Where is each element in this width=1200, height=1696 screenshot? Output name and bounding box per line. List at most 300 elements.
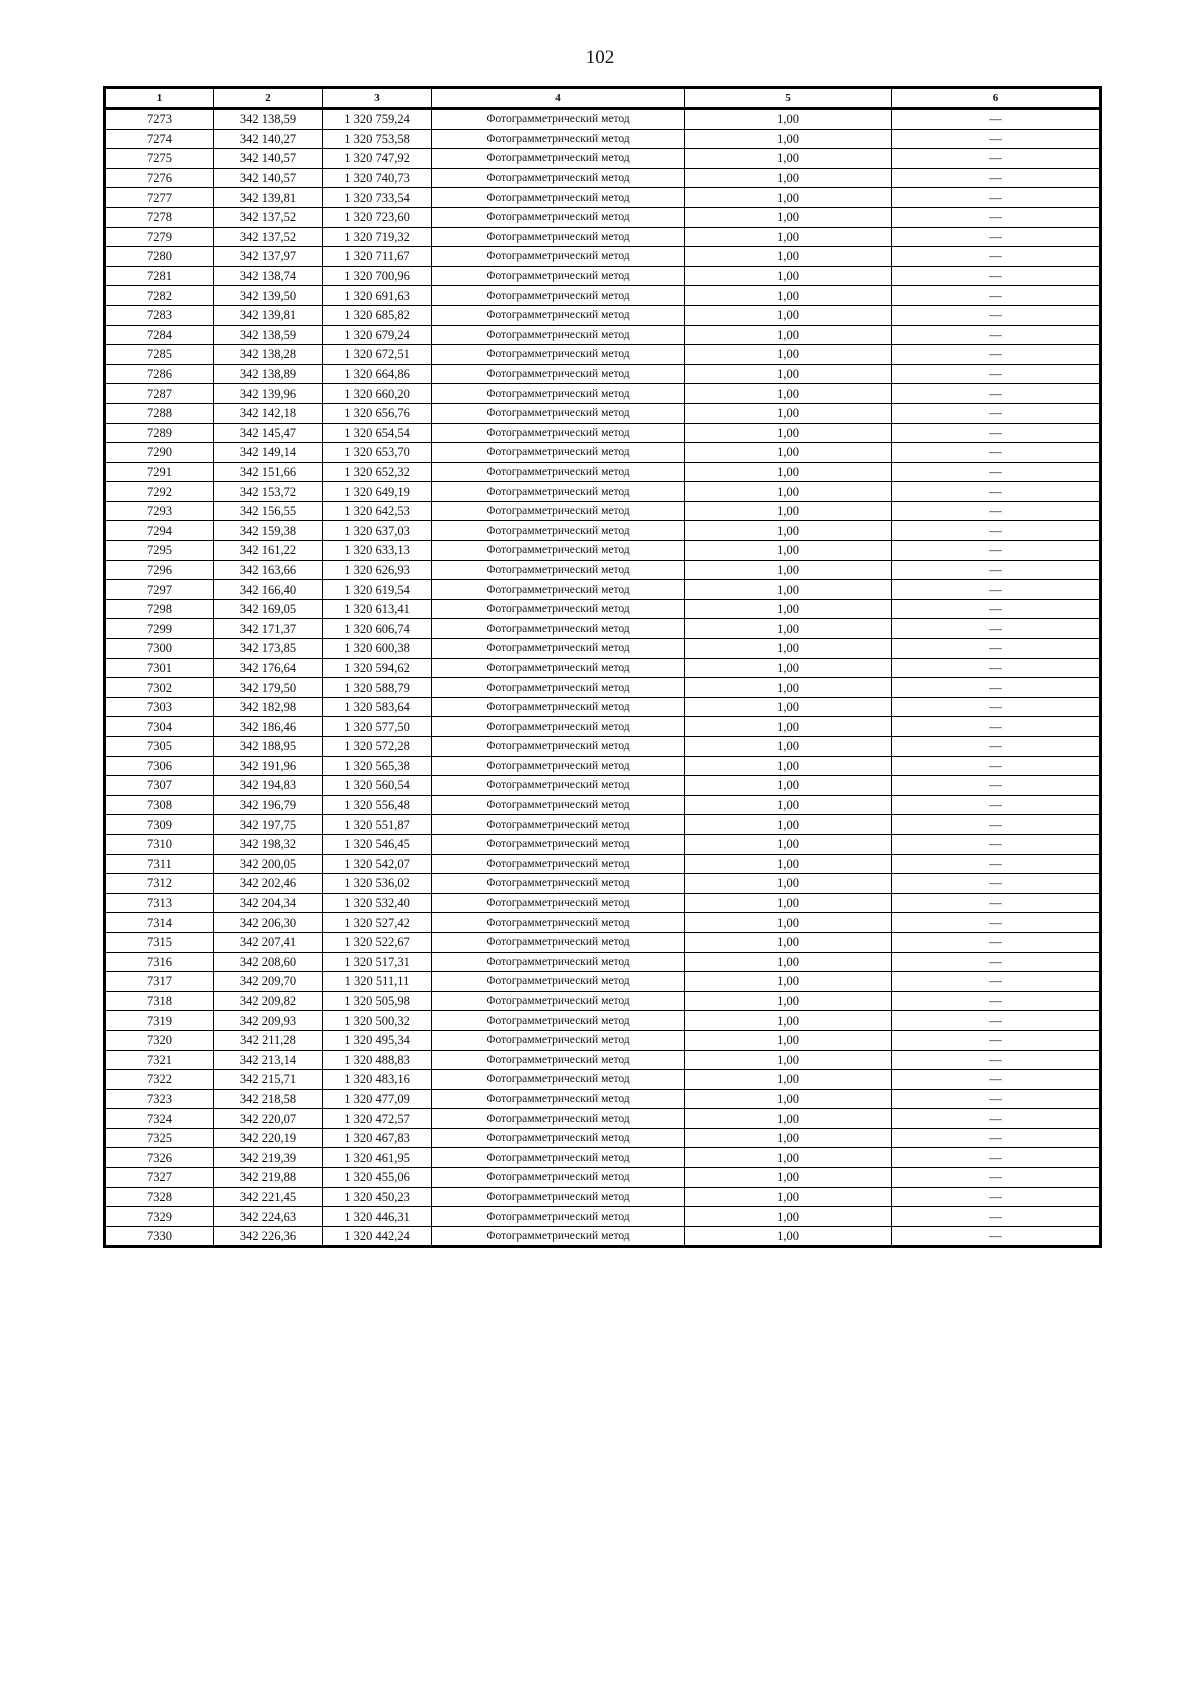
x-coordinate-cell: 342 186,46 bbox=[214, 717, 323, 737]
x-coordinate-cell: 342 208,60 bbox=[214, 952, 323, 972]
x-coordinate-cell: 342 207,41 bbox=[214, 932, 323, 952]
accuracy-cell: 1,00 bbox=[685, 247, 892, 267]
point-number-cell: 7321 bbox=[105, 1050, 214, 1070]
note-cell: — bbox=[892, 207, 1101, 227]
note-cell: — bbox=[892, 815, 1101, 835]
table-row bbox=[105, 972, 1101, 992]
note-cell: — bbox=[892, 1168, 1101, 1188]
method-cell: Фотограмметрический метод bbox=[432, 1011, 685, 1031]
table-row bbox=[105, 423, 1101, 443]
note-cell: — bbox=[892, 737, 1101, 757]
table-row bbox=[105, 129, 1101, 149]
y-coordinate-cell: 1 320 588,79 bbox=[323, 678, 432, 698]
accuracy-cell: 1,00 bbox=[685, 580, 892, 600]
table-row bbox=[105, 345, 1101, 365]
point-number-cell: 7275 bbox=[105, 149, 214, 169]
accuracy-cell: 1,00 bbox=[685, 560, 892, 580]
table-row bbox=[105, 756, 1101, 776]
y-coordinate-cell: 1 320 649,19 bbox=[323, 482, 432, 502]
table-row bbox=[105, 893, 1101, 913]
x-coordinate-cell: 342 194,83 bbox=[214, 776, 323, 796]
x-coordinate-cell: 342 139,50 bbox=[214, 286, 323, 306]
table-row bbox=[105, 952, 1101, 972]
method-cell: Фотограмметрический метод bbox=[432, 482, 685, 502]
accuracy-cell: 1,00 bbox=[685, 403, 892, 423]
x-coordinate-cell: 342 139,81 bbox=[214, 188, 323, 208]
note-cell: — bbox=[892, 109, 1101, 130]
y-coordinate-cell: 1 320 691,63 bbox=[323, 286, 432, 306]
y-coordinate-cell: 1 320 642,53 bbox=[323, 501, 432, 521]
note-cell: — bbox=[892, 364, 1101, 384]
point-number-cell: 7297 bbox=[105, 580, 214, 600]
table-row bbox=[105, 1207, 1101, 1227]
note-cell: — bbox=[892, 678, 1101, 698]
note-cell: — bbox=[892, 384, 1101, 404]
method-cell: Фотограмметрический метод bbox=[432, 266, 685, 286]
point-number-cell: 7274 bbox=[105, 129, 214, 149]
note-cell: — bbox=[892, 756, 1101, 776]
method-cell: Фотограмметрический метод bbox=[432, 188, 685, 208]
x-coordinate-cell: 342 188,95 bbox=[214, 737, 323, 757]
y-coordinate-cell: 1 320 546,45 bbox=[323, 834, 432, 854]
point-number-cell: 7282 bbox=[105, 286, 214, 306]
y-coordinate-cell: 1 320 556,48 bbox=[323, 795, 432, 815]
point-number-cell: 7293 bbox=[105, 501, 214, 521]
x-coordinate-cell: 342 140,57 bbox=[214, 149, 323, 169]
method-cell: Фотограмметрический метод bbox=[432, 619, 685, 639]
table-row bbox=[105, 1030, 1101, 1050]
x-coordinate-cell: 342 200,05 bbox=[214, 854, 323, 874]
table-row bbox=[105, 1148, 1101, 1168]
accuracy-cell: 1,00 bbox=[685, 207, 892, 227]
y-coordinate-cell: 1 320 527,42 bbox=[323, 913, 432, 933]
table-body bbox=[105, 109, 1101, 1247]
accuracy-cell: 1,00 bbox=[685, 756, 892, 776]
method-cell: Фотограмметрический метод bbox=[432, 972, 685, 992]
coordinates-table bbox=[103, 86, 1102, 1248]
accuracy-cell: 1,00 bbox=[685, 109, 892, 130]
point-number-cell: 7312 bbox=[105, 874, 214, 894]
note-cell: — bbox=[892, 1226, 1101, 1247]
header-cell-3: 3 bbox=[323, 88, 432, 109]
y-coordinate-cell: 1 320 505,98 bbox=[323, 991, 432, 1011]
note-cell: — bbox=[892, 325, 1101, 345]
x-coordinate-cell: 342 139,96 bbox=[214, 384, 323, 404]
table-row bbox=[105, 247, 1101, 267]
point-number-cell: 7287 bbox=[105, 384, 214, 404]
note-cell: — bbox=[892, 580, 1101, 600]
note-cell: — bbox=[892, 913, 1101, 933]
method-cell: Фотограмметрический метод bbox=[432, 658, 685, 678]
point-number-cell: 7308 bbox=[105, 795, 214, 815]
note-cell: — bbox=[892, 1050, 1101, 1070]
accuracy-cell: 1,00 bbox=[685, 874, 892, 894]
point-number-cell: 7323 bbox=[105, 1089, 214, 1109]
x-coordinate-cell: 342 196,79 bbox=[214, 795, 323, 815]
y-coordinate-cell: 1 320 483,16 bbox=[323, 1070, 432, 1090]
y-coordinate-cell: 1 320 672,51 bbox=[323, 345, 432, 365]
point-number-cell: 7322 bbox=[105, 1070, 214, 1090]
table-row bbox=[105, 149, 1101, 169]
method-cell: Фотограмметрический метод bbox=[432, 697, 685, 717]
x-coordinate-cell: 342 140,27 bbox=[214, 129, 323, 149]
y-coordinate-cell: 1 320 488,83 bbox=[323, 1050, 432, 1070]
method-cell: Фотограмметрический метод bbox=[432, 325, 685, 345]
method-cell: Фотограмметрический метод bbox=[432, 1187, 685, 1207]
point-number-cell: 7320 bbox=[105, 1030, 214, 1050]
point-number-cell: 7328 bbox=[105, 1187, 214, 1207]
y-coordinate-cell: 1 320 532,40 bbox=[323, 893, 432, 913]
point-number-cell: 7286 bbox=[105, 364, 214, 384]
page-number: 102 bbox=[585, 47, 615, 68]
table-row bbox=[105, 1070, 1101, 1090]
method-cell: Фотограмметрический метод bbox=[432, 501, 685, 521]
accuracy-cell: 1,00 bbox=[685, 1148, 892, 1168]
y-coordinate-cell: 1 320 606,74 bbox=[323, 619, 432, 639]
note-cell: — bbox=[892, 717, 1101, 737]
note-cell: — bbox=[892, 1207, 1101, 1227]
y-coordinate-cell: 1 320 455,06 bbox=[323, 1168, 432, 1188]
table-row bbox=[105, 286, 1101, 306]
table-row bbox=[105, 815, 1101, 835]
y-coordinate-cell: 1 320 560,54 bbox=[323, 776, 432, 796]
table-row bbox=[105, 1128, 1101, 1148]
table-row bbox=[105, 658, 1101, 678]
x-coordinate-cell: 342 173,85 bbox=[214, 639, 323, 659]
accuracy-cell: 1,00 bbox=[685, 168, 892, 188]
point-number-cell: 7313 bbox=[105, 893, 214, 913]
x-coordinate-cell: 342 213,14 bbox=[214, 1050, 323, 1070]
x-coordinate-cell: 342 226,36 bbox=[214, 1226, 323, 1247]
method-cell: Фотограмметрический метод bbox=[432, 521, 685, 541]
note-cell: — bbox=[892, 639, 1101, 659]
x-coordinate-cell: 342 224,63 bbox=[214, 1207, 323, 1227]
accuracy-cell: 1,00 bbox=[685, 1109, 892, 1129]
note-cell: — bbox=[892, 188, 1101, 208]
accuracy-cell: 1,00 bbox=[685, 737, 892, 757]
table-row bbox=[105, 991, 1101, 1011]
note-cell: — bbox=[892, 893, 1101, 913]
point-number-cell: 7326 bbox=[105, 1148, 214, 1168]
note-cell: — bbox=[892, 541, 1101, 561]
note-cell: — bbox=[892, 795, 1101, 815]
note-cell: — bbox=[892, 991, 1101, 1011]
x-coordinate-cell: 342 209,70 bbox=[214, 972, 323, 992]
y-coordinate-cell: 1 320 656,76 bbox=[323, 403, 432, 423]
table-row bbox=[105, 639, 1101, 659]
y-coordinate-cell: 1 320 719,32 bbox=[323, 227, 432, 247]
x-coordinate-cell: 342 142,18 bbox=[214, 403, 323, 423]
method-cell: Фотограмметрический метод bbox=[432, 952, 685, 972]
table-row bbox=[105, 325, 1101, 345]
table-row bbox=[105, 1011, 1101, 1031]
x-coordinate-cell: 342 138,89 bbox=[214, 364, 323, 384]
x-coordinate-cell: 342 137,52 bbox=[214, 227, 323, 247]
accuracy-cell: 1,00 bbox=[685, 1226, 892, 1247]
x-coordinate-cell: 342 138,74 bbox=[214, 266, 323, 286]
table-row bbox=[105, 1187, 1101, 1207]
y-coordinate-cell: 1 320 653,70 bbox=[323, 443, 432, 463]
accuracy-cell: 1,00 bbox=[685, 913, 892, 933]
x-coordinate-cell: 342 219,88 bbox=[214, 1168, 323, 1188]
x-coordinate-cell: 342 219,39 bbox=[214, 1148, 323, 1168]
accuracy-cell: 1,00 bbox=[685, 678, 892, 698]
table-row bbox=[105, 541, 1101, 561]
method-cell: Фотограмметрический метод bbox=[432, 1109, 685, 1129]
point-number-cell: 7291 bbox=[105, 462, 214, 482]
note-cell: — bbox=[892, 1011, 1101, 1031]
note-cell: — bbox=[892, 1030, 1101, 1050]
method-cell: Фотограмметрический метод bbox=[432, 1128, 685, 1148]
point-number-cell: 7315 bbox=[105, 932, 214, 952]
method-cell: Фотограмметрический метод bbox=[432, 384, 685, 404]
point-number-cell: 7301 bbox=[105, 658, 214, 678]
y-coordinate-cell: 1 320 679,24 bbox=[323, 325, 432, 345]
table-row bbox=[105, 305, 1101, 325]
x-coordinate-cell: 342 218,58 bbox=[214, 1089, 323, 1109]
accuracy-cell: 1,00 bbox=[685, 1168, 892, 1188]
table-row bbox=[105, 266, 1101, 286]
point-number-cell: 7281 bbox=[105, 266, 214, 286]
method-cell: Фотограмметрический метод bbox=[432, 1148, 685, 1168]
x-coordinate-cell: 342 166,40 bbox=[214, 580, 323, 600]
point-number-cell: 7284 bbox=[105, 325, 214, 345]
note-cell: — bbox=[892, 1109, 1101, 1129]
note-cell: — bbox=[892, 599, 1101, 619]
method-cell: Фотограмметрический метод bbox=[432, 717, 685, 737]
method-cell: Фотограмметрический метод bbox=[432, 364, 685, 384]
table-row bbox=[105, 697, 1101, 717]
note-cell: — bbox=[892, 697, 1101, 717]
method-cell: Фотограмметрический метод bbox=[432, 1207, 685, 1227]
x-coordinate-cell: 342 137,52 bbox=[214, 207, 323, 227]
x-coordinate-cell: 342 191,96 bbox=[214, 756, 323, 776]
note-cell: — bbox=[892, 443, 1101, 463]
note-cell: — bbox=[892, 658, 1101, 678]
table-row bbox=[105, 1089, 1101, 1109]
note-cell: — bbox=[892, 462, 1101, 482]
y-coordinate-cell: 1 320 660,20 bbox=[323, 384, 432, 404]
accuracy-cell: 1,00 bbox=[685, 619, 892, 639]
note-cell: — bbox=[892, 834, 1101, 854]
y-coordinate-cell: 1 320 511,11 bbox=[323, 972, 432, 992]
y-coordinate-cell: 1 320 446,31 bbox=[323, 1207, 432, 1227]
x-coordinate-cell: 342 138,28 bbox=[214, 345, 323, 365]
header-row bbox=[105, 88, 1101, 109]
accuracy-cell: 1,00 bbox=[685, 188, 892, 208]
method-cell: Фотограмметрический метод bbox=[432, 815, 685, 835]
method-cell: Фотограмметрический метод bbox=[432, 854, 685, 874]
point-number-cell: 7278 bbox=[105, 207, 214, 227]
x-coordinate-cell: 342 169,05 bbox=[214, 599, 323, 619]
accuracy-cell: 1,00 bbox=[685, 639, 892, 659]
table-row bbox=[105, 1109, 1101, 1129]
y-coordinate-cell: 1 320 664,86 bbox=[323, 364, 432, 384]
point-number-cell: 7299 bbox=[105, 619, 214, 639]
table-row bbox=[105, 737, 1101, 757]
method-cell: Фотограмметрический метод bbox=[432, 1030, 685, 1050]
note-cell: — bbox=[892, 286, 1101, 306]
x-coordinate-cell: 342 202,46 bbox=[214, 874, 323, 894]
note-cell: — bbox=[892, 1187, 1101, 1207]
note-cell: — bbox=[892, 305, 1101, 325]
method-cell: Фотограмметрический метод bbox=[432, 541, 685, 561]
accuracy-cell: 1,00 bbox=[685, 364, 892, 384]
table-row bbox=[105, 109, 1101, 130]
point-number-cell: 7283 bbox=[105, 305, 214, 325]
y-coordinate-cell: 1 320 572,28 bbox=[323, 737, 432, 757]
table-row bbox=[105, 482, 1101, 502]
accuracy-cell: 1,00 bbox=[685, 266, 892, 286]
accuracy-cell: 1,00 bbox=[685, 991, 892, 1011]
point-number-cell: 7305 bbox=[105, 737, 214, 757]
table-row bbox=[105, 560, 1101, 580]
method-cell: Фотограмметрический метод bbox=[432, 1070, 685, 1090]
x-coordinate-cell: 342 145,47 bbox=[214, 423, 323, 443]
x-coordinate-cell: 342 151,66 bbox=[214, 462, 323, 482]
accuracy-cell: 1,00 bbox=[685, 1050, 892, 1070]
y-coordinate-cell: 1 320 711,67 bbox=[323, 247, 432, 267]
method-cell: Фотограмметрический метод bbox=[432, 874, 685, 894]
y-coordinate-cell: 1 320 442,24 bbox=[323, 1226, 432, 1247]
method-cell: Фотограмметрический метод bbox=[432, 305, 685, 325]
y-coordinate-cell: 1 320 594,62 bbox=[323, 658, 432, 678]
x-coordinate-cell: 342 140,57 bbox=[214, 168, 323, 188]
accuracy-cell: 1,00 bbox=[685, 893, 892, 913]
accuracy-cell: 1,00 bbox=[685, 227, 892, 247]
table-row bbox=[105, 795, 1101, 815]
x-coordinate-cell: 342 204,34 bbox=[214, 893, 323, 913]
method-cell: Фотограмметрический метод bbox=[432, 1168, 685, 1188]
note-cell: — bbox=[892, 1089, 1101, 1109]
accuracy-cell: 1,00 bbox=[685, 697, 892, 717]
method-cell: Фотограмметрический метод bbox=[432, 247, 685, 267]
note-cell: — bbox=[892, 1128, 1101, 1148]
x-coordinate-cell: 342 211,28 bbox=[214, 1030, 323, 1050]
method-cell: Фотограмметрический метод bbox=[432, 834, 685, 854]
point-number-cell: 7277 bbox=[105, 188, 214, 208]
y-coordinate-cell: 1 320 467,83 bbox=[323, 1128, 432, 1148]
y-coordinate-cell: 1 320 600,38 bbox=[323, 639, 432, 659]
note-cell: — bbox=[892, 501, 1101, 521]
point-number-cell: 7314 bbox=[105, 913, 214, 933]
method-cell: Фотограмметрический метод bbox=[432, 580, 685, 600]
note-cell: — bbox=[892, 266, 1101, 286]
accuracy-cell: 1,00 bbox=[685, 345, 892, 365]
x-coordinate-cell: 342 137,97 bbox=[214, 247, 323, 267]
point-number-cell: 7298 bbox=[105, 599, 214, 619]
note-cell: — bbox=[892, 1148, 1101, 1168]
y-coordinate-cell: 1 320 565,38 bbox=[323, 756, 432, 776]
header-cell-1: 1 bbox=[105, 88, 214, 109]
header-cell-6: 6 bbox=[892, 88, 1101, 109]
point-number-cell: 7330 bbox=[105, 1226, 214, 1247]
note-cell: — bbox=[892, 227, 1101, 247]
x-coordinate-cell: 342 156,55 bbox=[214, 501, 323, 521]
y-coordinate-cell: 1 320 500,32 bbox=[323, 1011, 432, 1031]
y-coordinate-cell: 1 320 753,58 bbox=[323, 129, 432, 149]
y-coordinate-cell: 1 320 700,96 bbox=[323, 266, 432, 286]
x-coordinate-cell: 342 209,93 bbox=[214, 1011, 323, 1031]
table-row bbox=[105, 501, 1101, 521]
coordinates-table-container bbox=[103, 86, 1099, 1248]
y-coordinate-cell: 1 320 759,24 bbox=[323, 109, 432, 130]
x-coordinate-cell: 342 153,72 bbox=[214, 482, 323, 502]
point-number-cell: 7279 bbox=[105, 227, 214, 247]
note-cell: — bbox=[892, 247, 1101, 267]
table-row bbox=[105, 1050, 1101, 1070]
x-coordinate-cell: 342 138,59 bbox=[214, 109, 323, 130]
y-coordinate-cell: 1 320 450,23 bbox=[323, 1187, 432, 1207]
method-cell: Фотограмметрический метод bbox=[432, 795, 685, 815]
table-row bbox=[105, 619, 1101, 639]
point-number-cell: 7304 bbox=[105, 717, 214, 737]
y-coordinate-cell: 1 320 461,95 bbox=[323, 1148, 432, 1168]
point-number-cell: 7309 bbox=[105, 815, 214, 835]
point-number-cell: 7300 bbox=[105, 639, 214, 659]
table-row bbox=[105, 364, 1101, 384]
method-cell: Фотограмметрический метод bbox=[432, 991, 685, 1011]
point-number-cell: 7289 bbox=[105, 423, 214, 443]
method-cell: Фотограмметрический метод bbox=[432, 403, 685, 423]
accuracy-cell: 1,00 bbox=[685, 482, 892, 502]
method-cell: Фотограмметрический метод bbox=[432, 443, 685, 463]
x-coordinate-cell: 342 221,45 bbox=[214, 1187, 323, 1207]
accuracy-cell: 1,00 bbox=[685, 776, 892, 796]
method-cell: Фотограмметрический метод bbox=[432, 129, 685, 149]
y-coordinate-cell: 1 320 652,32 bbox=[323, 462, 432, 482]
y-coordinate-cell: 1 320 613,41 bbox=[323, 599, 432, 619]
point-number-cell: 7302 bbox=[105, 678, 214, 698]
table-row bbox=[105, 443, 1101, 463]
point-number-cell: 7311 bbox=[105, 854, 214, 874]
x-coordinate-cell: 342 163,66 bbox=[214, 560, 323, 580]
accuracy-cell: 1,00 bbox=[685, 541, 892, 561]
point-number-cell: 7290 bbox=[105, 443, 214, 463]
point-number-cell: 7294 bbox=[105, 521, 214, 541]
note-cell: — bbox=[892, 1070, 1101, 1090]
x-coordinate-cell: 342 215,71 bbox=[214, 1070, 323, 1090]
y-coordinate-cell: 1 320 542,07 bbox=[323, 854, 432, 874]
note-cell: — bbox=[892, 560, 1101, 580]
note-cell: — bbox=[892, 521, 1101, 541]
header-cell-4: 4 bbox=[432, 88, 685, 109]
accuracy-cell: 1,00 bbox=[685, 423, 892, 443]
accuracy-cell: 1,00 bbox=[685, 1128, 892, 1148]
y-coordinate-cell: 1 320 583,64 bbox=[323, 697, 432, 717]
note-cell: — bbox=[892, 149, 1101, 169]
x-coordinate-cell: 342 139,81 bbox=[214, 305, 323, 325]
point-number-cell: 7319 bbox=[105, 1011, 214, 1031]
table-row bbox=[105, 168, 1101, 188]
x-coordinate-cell: 342 206,30 bbox=[214, 913, 323, 933]
accuracy-cell: 1,00 bbox=[685, 305, 892, 325]
table-row bbox=[105, 599, 1101, 619]
accuracy-cell: 1,00 bbox=[685, 1207, 892, 1227]
point-number-cell: 7316 bbox=[105, 952, 214, 972]
method-cell: Фотограмметрический метод bbox=[432, 168, 685, 188]
accuracy-cell: 1,00 bbox=[685, 325, 892, 345]
table-row bbox=[105, 1226, 1101, 1247]
table-row bbox=[105, 874, 1101, 894]
y-coordinate-cell: 1 320 740,73 bbox=[323, 168, 432, 188]
y-coordinate-cell: 1 320 522,67 bbox=[323, 932, 432, 952]
x-coordinate-cell: 342 220,07 bbox=[214, 1109, 323, 1129]
point-number-cell: 7317 bbox=[105, 972, 214, 992]
accuracy-cell: 1,00 bbox=[685, 854, 892, 874]
accuracy-cell: 1,00 bbox=[685, 1187, 892, 1207]
table-row bbox=[105, 207, 1101, 227]
